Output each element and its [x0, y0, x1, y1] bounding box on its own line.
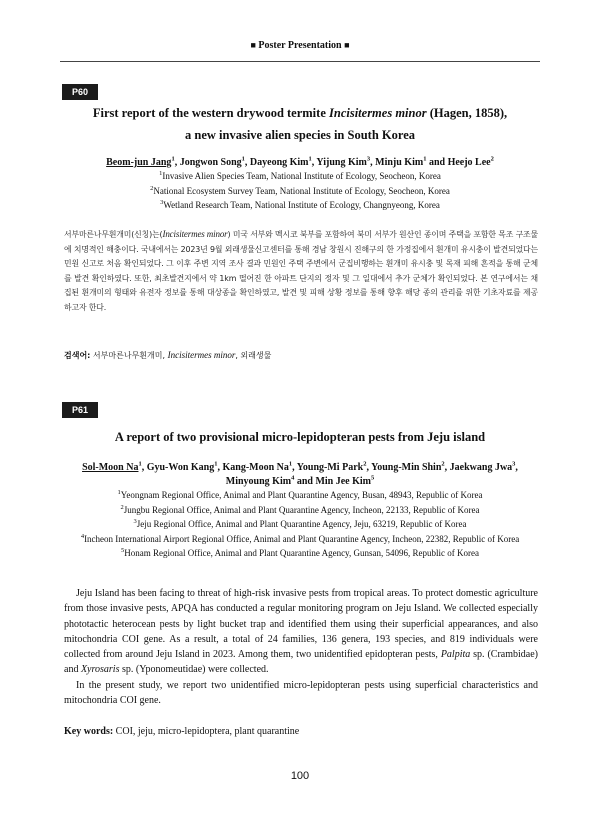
affiliation-mark: 5: [121, 547, 125, 555]
author-name: Beom-jun Jang: [106, 157, 172, 168]
affiliation-line: [60, 546, 540, 561]
affiliation-text: Jungbu Regional Office, Animal and Plant Quarantine Agency, Incheon, 22133, Republic of Korea: [123, 504, 480, 515]
author-name: Gyu-Won Kang: [146, 462, 215, 473]
page-number: 100: [290, 770, 310, 782]
p60-keywords-a: 서부마른나무흰개미,: [90, 351, 168, 360]
author-name: Yijung Kim: [316, 157, 367, 168]
p60-keywords-species: Incisitermes minor: [167, 350, 236, 360]
p61-genus-palpita: Palpita: [440, 649, 471, 661]
author-name: Young-Min Shin: [371, 462, 442, 473]
p60-tag: P60: [62, 84, 98, 100]
affiliation-text: Invasive Alien Species Team, National Institute of Ecology, Seocheon, Korea: [162, 171, 441, 181]
author-separator: ,: [141, 462, 147, 473]
p61-abstract-para2: In the present study, we report two unidentified micro-lepidopteran pests using superficial characteristics and mitochondria COI gene.: [64, 679, 538, 707]
author-separator: ,: [311, 157, 317, 168]
header-divider: [60, 61, 540, 62]
affiliation-line: [60, 532, 540, 547]
author-separator: ,: [217, 462, 223, 473]
p60-keywords-label: 검색어:: [64, 351, 91, 360]
affiliation-text: Wetland Research Team, National Institute of Ecology, Changnyeong, Korea: [163, 200, 440, 211]
author-affiliation-mark: 1: [288, 460, 293, 468]
affiliation-mark: 2: [120, 503, 124, 511]
author-separator: and: [426, 157, 448, 168]
author-affiliation-mark: 5: [370, 474, 375, 482]
affiliation-mark: 3: [160, 199, 164, 207]
author-separator: ,: [366, 462, 372, 473]
author-affiliation-mark: 1: [241, 155, 245, 163]
p60-abstract-a: 서부마른나무흰개미(신칭)는(: [64, 230, 163, 239]
author-affiliation-mark: 1: [171, 155, 175, 163]
author-separator: and: [294, 476, 316, 487]
p60-keywords-b: , 외래생물: [235, 351, 272, 360]
p60-title: [60, 102, 540, 146]
author-affiliation-mark: 3: [512, 460, 516, 468]
affiliation-text: Yeongnam Regional Office, Animal and Plant Quarantine Agency, Busan, 48943, Republic of Korea: [120, 490, 483, 500]
author-affiliation-mark: 1: [138, 460, 142, 468]
affiliation-text: National Ecosystem Survey Team, National Institute of Ecology, Seocheon, Korea: [153, 185, 450, 196]
author-affiliation-mark: 4: [291, 474, 295, 482]
affiliation-line: [60, 198, 540, 213]
author-name: Min Jee Kim: [315, 476, 371, 487]
p60-affiliations: [60, 169, 540, 213]
author-separator: ,: [444, 462, 450, 473]
affiliation-line: [60, 184, 540, 199]
p61-para1-b: sp. (Crambidae) and: [64, 649, 538, 676]
author-name: Jongwon Song: [179, 157, 242, 168]
affiliation-line: [60, 169, 540, 184]
p60-abstract-species: Incisitermes minor: [162, 229, 228, 239]
p61-affiliations: [60, 488, 540, 561]
author-name: Minyoung Kim: [225, 476, 292, 487]
author-affiliation-mark: 1: [214, 460, 218, 468]
p60-title-species: Incisitermes minor: [329, 106, 427, 120]
affiliation-text: Honam Regional Office, Animal and Plant Quarantine Agency, Gunsan, 54096, Republic of Korea: [124, 548, 479, 559]
affiliation-mark: 1: [159, 170, 163, 177]
author-name: Minju Kim: [375, 157, 424, 168]
p61-keywords-label: Key words:: [64, 726, 114, 737]
section-header: [0, 40, 600, 51]
author-affiliation-mark: 2: [490, 155, 494, 163]
p61-para1-c: sp. (Yponomeutidae) were collected.: [119, 664, 269, 676]
author-separator: ,: [515, 462, 518, 473]
author-name: Kang-Moon Na: [222, 462, 289, 473]
affiliation-mark: 4: [80, 532, 85, 540]
author-name: Jaekwang Jwa: [449, 462, 513, 473]
author-name: Young-Mi Park: [296, 462, 364, 473]
p61-abstract-para1: [64, 586, 538, 678]
p61-abstract: [64, 586, 538, 708]
p61-keywords: [64, 725, 538, 739]
p61-keywords-text: COI, jeju, micro-lepidoptera, plant quarantine: [113, 726, 300, 737]
affiliation-text: Jeju Regional Office, Animal and Plant Quarantine Agency, Jeju, 63219, Republic of Korea: [136, 519, 467, 530]
affiliation-mark: 2: [150, 184, 154, 192]
affiliation-line: [60, 503, 540, 518]
author-separator: ,: [174, 157, 180, 168]
author-affiliation-mark: 3: [366, 155, 371, 163]
p61-tag: P61: [62, 402, 98, 418]
affiliation-line: [60, 488, 540, 503]
header-label: Poster Presentation: [258, 40, 342, 51]
header-square-left-icon: ■: [250, 40, 256, 50]
p60-abstract: [64, 227, 538, 316]
p60-title-line1-a: First report of the western drywood termite: [92, 106, 329, 120]
p61-para1-a: Jeju Island has been facing to threat of high-risk invasive pests from tropical areas. To protect domestic agriculture from those invasive pests, APQA has conducted a regular monitoring program on Jeju Island. We collected especially phototactic heterocean pests by light bucket trap and identified them using their superficial appearances, and also mitochondria COI gene. As a result, a total of 24 families, 136 genera, 193 species, and 819 individuals were collected from around Jeju Island in 2023. Among them, two unidentified epidopteran pests,: [64, 588, 538, 661]
author-name: Sol-Moon Na: [82, 462, 139, 473]
p61-title: A report of two provisional micro-lepidopteran pests from Jeju island: [114, 430, 486, 444]
author-separator: ,: [244, 157, 250, 168]
affiliation-text: Incheon International Airport Regional Office, Animal and Plant Quarantine Agency, Incheon, 22382, Republic of Korea: [84, 533, 520, 544]
p60-abstract-b: ) 미국 서부와 멕시코 북부를 포함하여 북미 서부가 원산인 종이며 주택을 포함한 목조 구조물에 치명적인 해충이다. 국내에서는 2023년 9월 외래생물신고센터를 통해 경남 창원시 진해구의 한 가정집에서 흰개미 유시충이 발견되었다는 민원 신고로 처음 확인되었다. 그 이후 주변 지역 조사 결과 민원인 주택 주변에서 군집비행하는 흰개미 유시충 및 목재 피해 흔적을 통해 군체를 발견 확인하였다. 또한, 최초발견지에서 약 1km 떨어진 한 아파트 단지의 정자 및 그 일대에서 추가 군체가 확인되었다. 본 연구에서는 채집된 흰개미의 형태와 유전자 정보를 통해 대상종을 확인하였고, 발견 및 피해 상황 정보를 통해 향후 해당 종의 관리를 위한 기초자료를 제공하고자 한다.: [64, 230, 538, 312]
author-name: Heejo Lee: [447, 157, 491, 168]
author-affiliation-mark: 1: [308, 155, 312, 163]
p60-authors: [60, 156, 540, 170]
author-name: Dayeong Kim: [249, 157, 309, 168]
p61-authors-line1: [60, 461, 540, 475]
affiliation-mark: 3: [133, 518, 137, 526]
author-affiliation-mark: 2: [441, 460, 445, 468]
p60-title-line2: a new invasive alien species in South Korea: [185, 128, 415, 142]
author-affiliation-mark: 1: [423, 155, 427, 163]
p60-keywords: [64, 348, 538, 363]
p61-authors: [60, 461, 540, 489]
affiliation-line: [60, 517, 540, 532]
author-separator: ,: [292, 462, 297, 473]
affiliation-mark: 1: [117, 489, 121, 496]
p60-title-line1-b: (Hagen, 1858),: [426, 106, 508, 120]
p61-genus-xyrosaris: Xyrosaris: [80, 664, 120, 676]
header-square-right-icon: ■: [344, 40, 350, 50]
author-affiliation-mark: 2: [363, 460, 367, 468]
author-separator: ,: [370, 157, 376, 168]
p61-authors-line2: [60, 475, 540, 489]
